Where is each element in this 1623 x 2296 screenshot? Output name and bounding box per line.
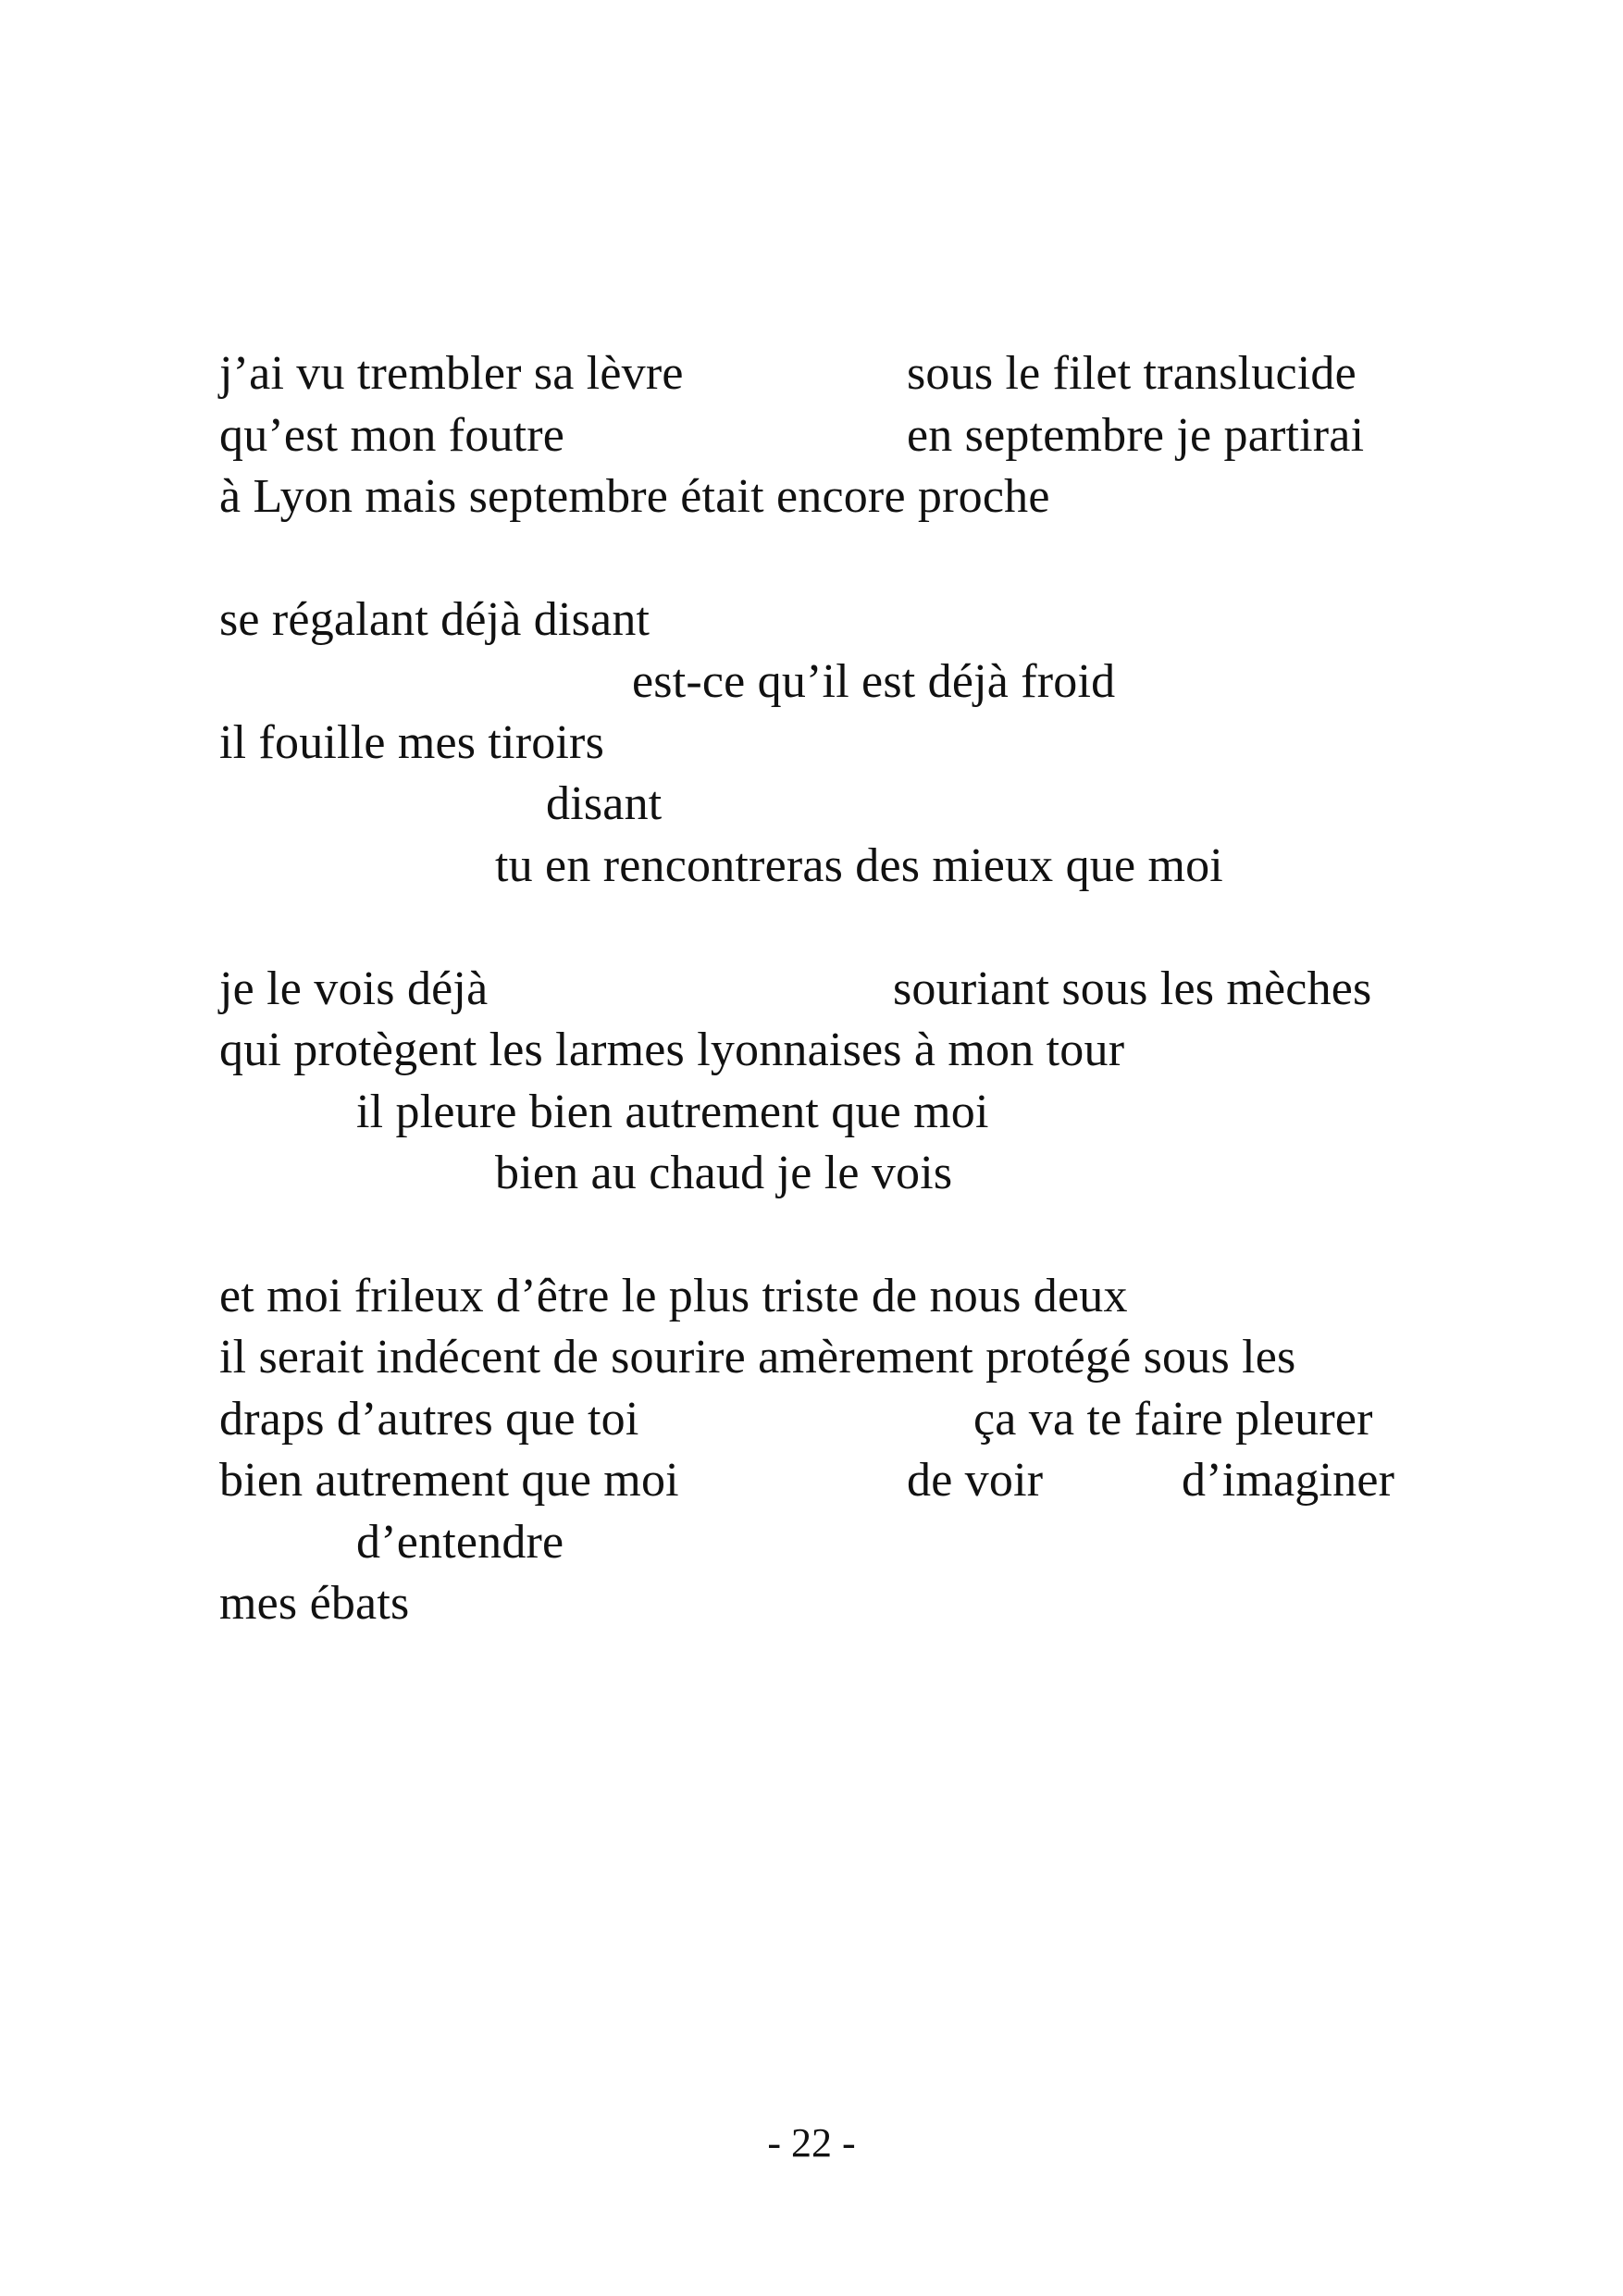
- poem-line-6: il fouille mes tiroirs: [219, 716, 605, 769]
- poem-line-7: disant: [546, 777, 663, 830]
- poem-line-15-part-2: ça va te faire pleurer: [973, 1393, 1373, 1446]
- poem-line-3: à Lyon mais septembre était encore proche: [219, 470, 1050, 523]
- poem-line-9-part-1: je le vois déjà: [219, 962, 489, 1015]
- poem-line-16-part-2: de voir: [907, 1454, 1044, 1507]
- poem-line-9-part-2: souriant sous les mèches: [893, 962, 1372, 1015]
- poem-line-13: et moi frileux d’être le plus triste de nous deux: [219, 1270, 1128, 1322]
- poem-line-1-part-1: j’ai vu trembler sa lèvre: [219, 347, 684, 400]
- poem-line-2-part-1: qu’est mon foutre: [219, 409, 565, 462]
- poem-line-15-part-1: draps d’autres que toi: [219, 1393, 639, 1446]
- poem-line-5: est-ce qu’il est déjà froid: [632, 655, 1116, 708]
- poem-line-17: d’entendre: [356, 1516, 564, 1569]
- poem-line-16-part-3: d’imaginer: [1182, 1454, 1395, 1507]
- poem-line-18: mes ébats: [219, 1577, 410, 1630]
- poem-line-8: tu en rencontreras des mieux que moi: [495, 839, 1223, 892]
- poem-line-4: se régalant déjà disant: [219, 593, 650, 646]
- poem-line-11: il pleure bien autrement que moi: [356, 1086, 989, 1138]
- poem-line-1-part-2: sous le filet translucide: [907, 347, 1357, 400]
- poem-line-10: qui protègent les larmes lyonnaises à mon tour: [219, 1024, 1125, 1076]
- poem-line-14: il serait indécent de sourire amèrement protégé sous les: [219, 1331, 1296, 1384]
- poem-line-2-part-2: en septembre je partirai: [907, 409, 1365, 462]
- page-number: - 22 -: [767, 2120, 856, 2166]
- poem-line-16-part-1: bien autrement que moi: [219, 1454, 679, 1507]
- poem-line-12: bien au chaud je le vois: [495, 1147, 953, 1199]
